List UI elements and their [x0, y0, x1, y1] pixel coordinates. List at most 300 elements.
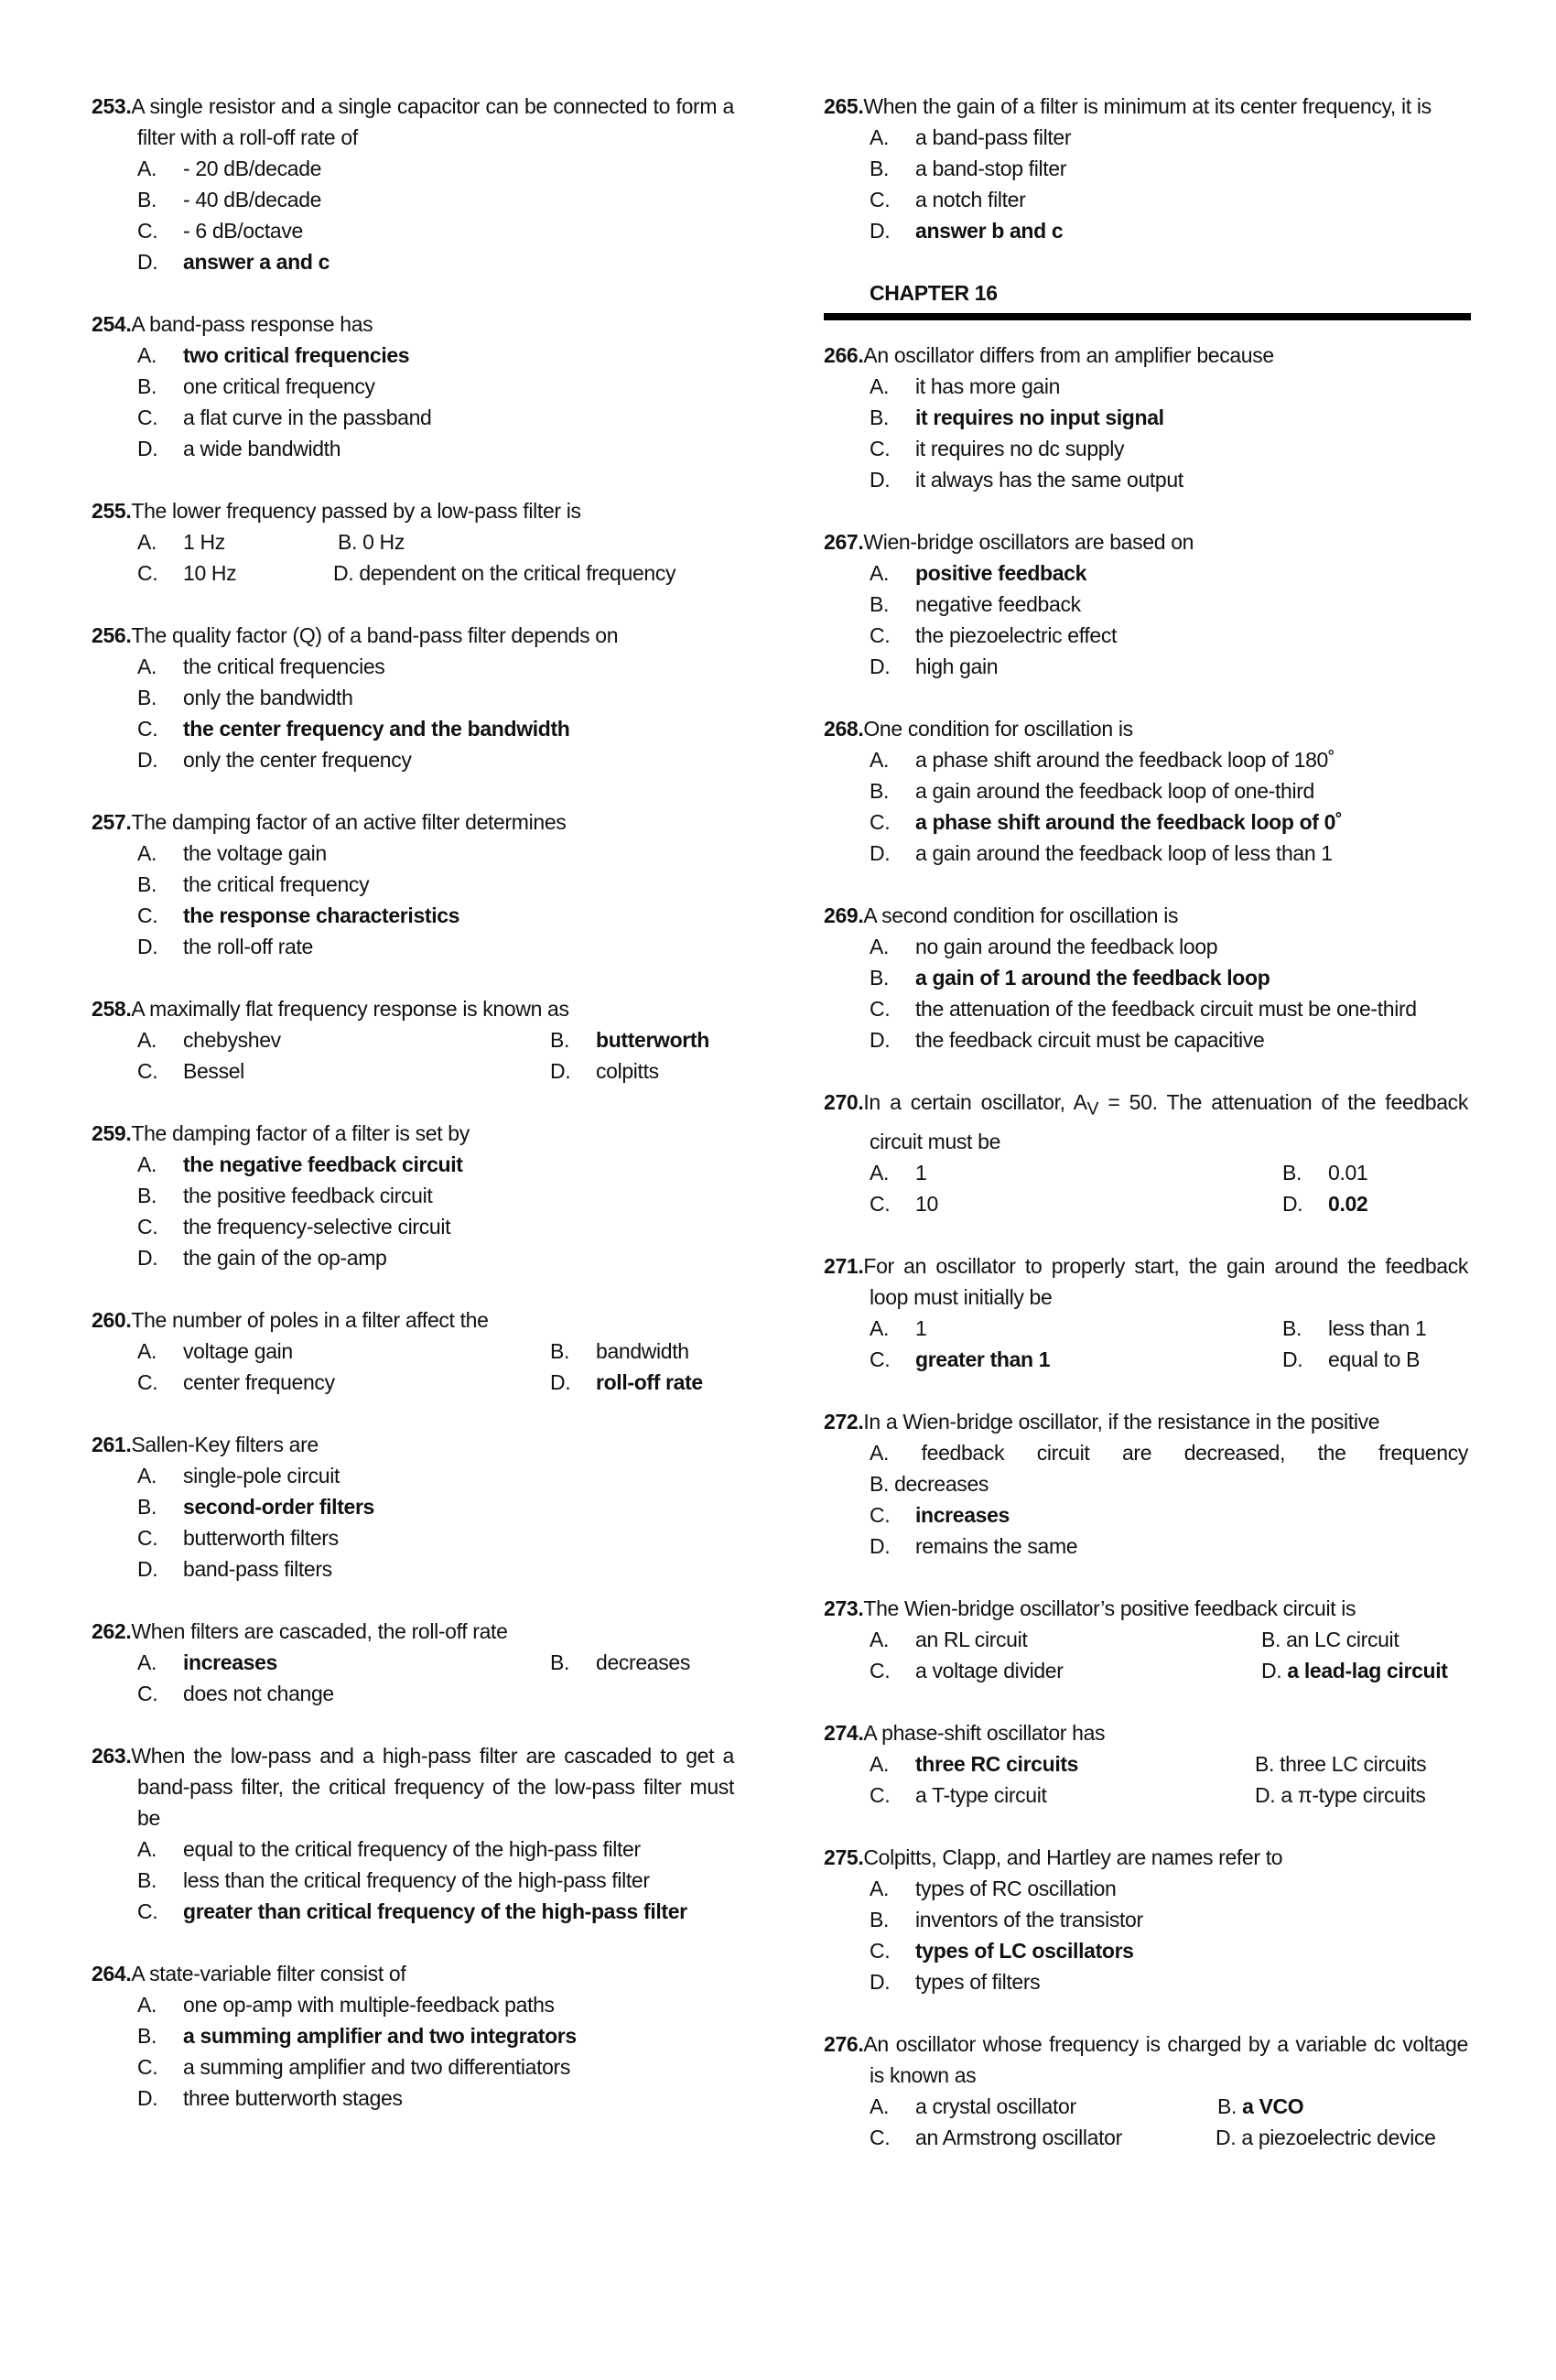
- option: [92, 1553, 734, 1585]
- option: [92, 402, 734, 433]
- question-stem: [824, 1593, 1468, 1624]
- option-text: an RL circuit: [915, 1627, 1028, 1651]
- option-letter: B.: [137, 1868, 157, 1892]
- question-stem: [92, 993, 734, 1024]
- option-text: center frequency: [183, 1370, 335, 1394]
- option: [824, 122, 1468, 153]
- option-text: the negative feedback circuit: [183, 1152, 463, 1176]
- option-letter: B.: [137, 2024, 157, 2048]
- option-letter: C.: [870, 188, 891, 211]
- question-number: 269.: [824, 903, 864, 927]
- option-text: a gain around the feedback loop of one-third: [915, 779, 1314, 803]
- option-letter: A.: [137, 1339, 157, 1363]
- option-text: a flat curve in the passband: [183, 406, 432, 429]
- option-letter: B.: [1282, 1315, 1302, 1340]
- option-text: no gain around the feedback loop: [915, 935, 1218, 958]
- option-letter: B. a VCO: [1217, 2093, 1304, 2118]
- option: [92, 1896, 734, 1927]
- option-text: a gain of 1 around the feedback loop: [915, 966, 1270, 990]
- option-text: 0.01: [1328, 1160, 1368, 1185]
- option-text: the response characteristics: [183, 903, 460, 927]
- option-letter: A.: [870, 1876, 890, 1900]
- option-text: the frequency-selective circuit: [183, 1215, 451, 1239]
- question-number: 262.: [92, 1619, 132, 1643]
- option-letter: A.: [137, 1028, 157, 1052]
- question-stem: [92, 1616, 734, 1647]
- option-letter: A.: [870, 125, 890, 149]
- option: [92, 340, 734, 371]
- option-row: [824, 1655, 1468, 1686]
- option-letter: D. a π-type circuits: [1255, 1782, 1426, 1807]
- option-text: types of filters: [915, 1969, 1041, 1994]
- question-number: 268.: [824, 717, 864, 741]
- option-letter: A.: [137, 1650, 157, 1674]
- option-text: answer b and c: [915, 219, 1064, 243]
- question-stem: [824, 1842, 1468, 1873]
- option-letter: A.: [870, 1751, 890, 1776]
- option: [92, 713, 734, 744]
- question-number: 256.: [92, 623, 132, 647]
- option-letter: A.: [870, 1315, 890, 1340]
- option-text: feedback circuit are decreased, the frequency: [921, 1440, 1468, 1465]
- option: [92, 215, 734, 246]
- stem-text: In a Wien-bridge oscillator, if the resistance in the positive: [863, 1409, 1380, 1433]
- option: [92, 931, 734, 962]
- option-row: [92, 557, 734, 589]
- option: [92, 1180, 734, 1211]
- question: [92, 1118, 734, 1273]
- option-text: a π-type circuits: [1280, 1782, 1426, 1807]
- option-letter: C.: [870, 997, 891, 1021]
- option-text: chebyshev: [183, 1028, 281, 1052]
- option-text: a voltage divider: [915, 1658, 1064, 1682]
- option-text: butterworth filters: [183, 1526, 339, 1550]
- option-text: a band-pass filter: [915, 125, 1072, 149]
- question: [92, 1304, 734, 1398]
- subscript: V: [1086, 1099, 1099, 1120]
- option: [824, 464, 1468, 495]
- chapter-heading: [824, 277, 1468, 340]
- option: [92, 1834, 734, 1865]
- option: [824, 1531, 1468, 1562]
- option-row: [92, 1336, 734, 1367]
- option-letter: A.: [870, 561, 890, 585]
- stem-text: The number of poles in a filter affect the: [131, 1308, 489, 1332]
- option-letter: B.: [870, 406, 890, 429]
- option-text: roll-off rate: [596, 1370, 703, 1394]
- option-text: the voltage gain: [183, 841, 327, 865]
- option-letter: C.: [870, 1502, 891, 1527]
- option: [824, 838, 1468, 869]
- option: [824, 1024, 1468, 1055]
- stem-text: A maximally flat frequency response is known as: [131, 997, 569, 1021]
- option-text: three RC circuits: [915, 1751, 1079, 1776]
- option-text: greater than critical frequency of the high-pass filter: [183, 1899, 687, 1923]
- option: [92, 1491, 734, 1522]
- option-letter: D.: [550, 1059, 571, 1083]
- stem-text: Sallen-Key filters are: [131, 1433, 319, 1456]
- option: [92, 1460, 734, 1491]
- question-stem: [92, 1958, 734, 1989]
- option: [824, 931, 1468, 962]
- option-row: [92, 1678, 734, 1709]
- left-column: [92, 91, 734, 2145]
- option-text: band-pass filters: [183, 1557, 332, 1581]
- option: [824, 1904, 1468, 1935]
- stem-text: A second condition for oscillation is: [863, 903, 1179, 927]
- option-letter: A.: [137, 1837, 157, 1861]
- question-stem: [92, 1429, 734, 1460]
- option-letter: C.: [137, 1899, 158, 1923]
- option-letter: C.: [870, 1658, 891, 1682]
- stem-text: A phase-shift oscillator has: [863, 1720, 1106, 1745]
- option: [824, 620, 1468, 651]
- option-letter: C.: [137, 1059, 158, 1083]
- option-text: a phase shift around the feedback loop of 0˚: [915, 810, 1343, 834]
- option: [824, 962, 1468, 993]
- option: [824, 1935, 1468, 1966]
- option: [824, 806, 1468, 838]
- question-stem: [824, 2028, 1468, 2091]
- option-letter: B.: [870, 966, 890, 990]
- question-stem: [824, 1406, 1468, 1437]
- question-number: 266.: [824, 343, 864, 367]
- option-text: - 6 dB/octave: [183, 219, 303, 243]
- option-text: second-order filters: [183, 1495, 374, 1519]
- question: [92, 495, 734, 589]
- option-text: the gain of the op-amp: [183, 1246, 387, 1270]
- option-text: bandwidth: [596, 1339, 689, 1363]
- option-text: a crystal oscillator: [915, 2093, 1076, 2118]
- option-letter: C.: [137, 2055, 158, 2079]
- option: [92, 1522, 734, 1553]
- option: [824, 775, 1468, 806]
- option: [824, 744, 1468, 775]
- option-text: a wide bandwidth: [183, 437, 341, 460]
- option-letter: C.: [137, 1215, 158, 1239]
- option: [92, 744, 734, 775]
- option-letter: C.: [137, 406, 158, 429]
- stem-text: An oscillator whose frequency is charged by a variable dc voltage is known as: [863, 2031, 1468, 2087]
- option-letter: B.: [870, 779, 890, 803]
- question-number: 273.: [824, 1596, 864, 1620]
- option-text: butterworth: [596, 1028, 709, 1052]
- question-stem: [824, 1717, 1468, 1748]
- option-row: [92, 1647, 734, 1678]
- option: [824, 589, 1468, 620]
- option-letter: A.: [870, 1160, 890, 1185]
- question-number: 257.: [92, 810, 132, 834]
- option-letter: C.: [870, 1938, 891, 1963]
- option-text: two critical frequencies: [183, 343, 410, 367]
- question: [92, 806, 734, 962]
- option-text: three butterworth stages: [183, 2086, 403, 2110]
- option: [92, 153, 734, 184]
- question-stem: [824, 1250, 1468, 1313]
- stem-text: The damping factor of an active filter determines: [131, 810, 567, 834]
- question: [824, 1842, 1468, 1997]
- option-letter: B.: [870, 592, 890, 616]
- option-text: a T-type circuit: [915, 1782, 1047, 1807]
- option: [824, 153, 1468, 184]
- option-text: a lead-lag circuit: [1287, 1658, 1448, 1682]
- option-text: the feedback circuit must be capacitive: [915, 1028, 1265, 1052]
- option-letter: D.: [137, 1246, 158, 1270]
- option-letter: D.: [550, 1370, 571, 1394]
- option-letter: A.: [870, 1627, 890, 1651]
- option-letter: A.: [870, 374, 890, 398]
- option-letter: B. three LC circuits: [1255, 1751, 1427, 1776]
- option-text: 0 Hz: [362, 530, 405, 554]
- option-letter: D.: [137, 1557, 158, 1581]
- option-letter: A.: [870, 748, 890, 772]
- option-letter: B. an LC circuit: [1261, 1627, 1399, 1651]
- question: [824, 1406, 1468, 1562]
- option-text: decreases: [894, 1471, 989, 1496]
- stem-text: When filters are cascaded, the roll-off rate: [131, 1619, 508, 1643]
- option-text: a VCO: [1242, 2093, 1304, 2118]
- option-letter: A.: [870, 2093, 890, 2118]
- question-stem: [824, 1087, 1468, 1157]
- option-text: answer a and c: [183, 250, 330, 274]
- option-text: dependent on the critical frequency: [359, 561, 676, 585]
- question: [824, 2028, 1468, 2153]
- option-text: - 40 dB/decade: [183, 188, 322, 211]
- option: [92, 1242, 734, 1273]
- question-stem: [92, 620, 734, 651]
- question-number: 274.: [824, 1720, 864, 1745]
- option-text: increases: [915, 1502, 1010, 1527]
- option-text: a band-stop filter: [915, 157, 1067, 180]
- option: [92, 1211, 734, 1242]
- option-text: it has more gain: [915, 374, 1061, 398]
- option: [92, 2020, 734, 2051]
- question: [92, 1429, 734, 1585]
- option-letter: C.: [870, 1191, 891, 1216]
- option-row: [92, 526, 734, 557]
- stem-text: A single resistor and a single capacitor can be connected to form a filter with a roll-off rate of: [131, 94, 734, 149]
- option-text: types of LC oscillators: [915, 1938, 1134, 1963]
- option-text: Bessel: [183, 1059, 244, 1083]
- option-text: decreases: [596, 1650, 690, 1674]
- option-text: increases: [183, 1650, 277, 1674]
- option-letter: C.: [137, 1682, 158, 1705]
- stem-text: The quality factor (Q) of a band-pass filter depends on: [131, 623, 619, 647]
- option-letter: C.: [137, 903, 158, 927]
- stem-text: The damping factor of a filter is set by: [131, 1121, 470, 1145]
- option-text: inventors of the transistor: [915, 1907, 1143, 1931]
- question-number: 261.: [92, 1433, 132, 1456]
- option-row: [824, 1188, 1468, 1219]
- option-letter: A.: [137, 157, 157, 180]
- option-text: does not change: [183, 1682, 334, 1705]
- option-letter: D.: [137, 250, 158, 274]
- option-row: [92, 1024, 734, 1055]
- question: [92, 1616, 734, 1709]
- stem-text: In a certain oscillator, A: [863, 1090, 1087, 1114]
- option: [824, 1966, 1468, 1997]
- option-text: only the center frequency: [183, 748, 412, 772]
- option-letter: A.: [137, 530, 157, 554]
- question-stem: [824, 91, 1468, 122]
- option-letter: C.: [870, 2125, 891, 2149]
- option-letter: B.: [550, 1339, 570, 1363]
- option-letter: B.: [870, 1471, 890, 1496]
- option-letter: D.: [870, 1533, 891, 1558]
- option-row: [824, 2091, 1468, 2122]
- option: [824, 557, 1468, 589]
- question-number: 270.: [824, 1090, 864, 1114]
- option-letter: B.: [137, 1184, 157, 1207]
- option-text: one op-amp with multiple-feedback paths: [183, 1993, 555, 2017]
- option-text: equal to the critical frequency of the high-pass filter: [183, 1837, 641, 1861]
- option-text: it requires no dc supply: [915, 437, 1125, 460]
- option-letter: A.: [137, 654, 157, 678]
- option-text: equal to B: [1328, 1347, 1421, 1371]
- option-letter: D.: [137, 935, 158, 958]
- stem-text: The lower frequency passed by a low-pass filter is: [131, 499, 581, 523]
- option-letter: B.: [870, 1907, 890, 1931]
- option-letter: B.: [1282, 1160, 1302, 1185]
- option-row: [824, 2122, 1468, 2153]
- option: [824, 993, 1468, 1024]
- option: [92, 2082, 734, 2114]
- question-stem: [824, 340, 1468, 371]
- option-text: it requires no input signal: [915, 406, 1164, 429]
- option-text: 0.02: [1328, 1191, 1368, 1216]
- option-row: [92, 1367, 734, 1398]
- option: [92, 651, 734, 682]
- stem-text: A band-pass response has: [131, 312, 373, 336]
- question-number: 260.: [92, 1308, 132, 1332]
- stem-text: When the low-pass and a high-pass filter are cascaded to get a band-pass filter, the critical frequency of the low-pass filter must be: [131, 1744, 734, 1830]
- option-letter: D. a lead-lag circuit: [1261, 1658, 1448, 1682]
- option-text: 1: [915, 1315, 927, 1340]
- option-letter: D.: [870, 219, 891, 243]
- option-text: a phase shift around the feedback loop of 180˚: [915, 748, 1335, 772]
- option-text: only the bandwidth: [183, 686, 353, 709]
- option: [824, 433, 1468, 464]
- option-text: - 20 dB/decade: [183, 157, 322, 180]
- right-column: [824, 91, 1468, 2184]
- question-number: 253.: [92, 94, 132, 118]
- option-text: the critical frequencies: [183, 654, 385, 678]
- option-letter: B.: [137, 188, 157, 211]
- question-stem: [92, 1118, 734, 1149]
- option-text: 10: [915, 1191, 938, 1216]
- option-row: [92, 1055, 734, 1087]
- option-row: [824, 1157, 1468, 1188]
- option: [92, 869, 734, 900]
- question: [824, 713, 1468, 869]
- option-text: the attenuation of the feedback circuit must be one-third: [915, 997, 1417, 1021]
- option-letter: C.: [137, 717, 158, 741]
- option-letter: D.: [1282, 1347, 1303, 1371]
- stem-text: = 50. The attenuation of the feedback circuit must be: [870, 1090, 1468, 1153]
- option: [824, 651, 1468, 682]
- option-row: [824, 1780, 1468, 1811]
- question: [824, 1087, 1468, 1219]
- option: [824, 402, 1468, 433]
- option-letter: C.: [870, 1347, 891, 1371]
- option: [92, 1865, 734, 1896]
- option-letter: C.: [870, 437, 891, 460]
- option-text: a gain around the feedback loop of less than 1: [915, 841, 1333, 865]
- option-b: [824, 1468, 1468, 1499]
- option: [824, 184, 1468, 215]
- option-letter: B.: [137, 374, 157, 398]
- question-stem: [824, 526, 1468, 557]
- question: [824, 1593, 1468, 1686]
- question-number: 264.: [92, 1962, 132, 1985]
- question-stem: [92, 308, 734, 340]
- option-text: single-pole circuit: [183, 1464, 340, 1488]
- question: [824, 526, 1468, 682]
- option-letter: B.: [550, 1650, 570, 1674]
- option-text: less than the critical frequency of the high-pass filter: [183, 1868, 650, 1892]
- option-text: remains the same: [915, 1533, 1078, 1558]
- stem-text: For an oscillator to properly start, the gain around the feedback loop must initially be: [863, 1253, 1468, 1309]
- question-stem: [92, 806, 734, 838]
- option-letter: B.: [550, 1028, 570, 1052]
- option-letter: D.: [870, 841, 891, 865]
- option-letter: A.: [137, 1464, 157, 1488]
- option: [92, 838, 734, 869]
- option-letter: C.: [137, 1526, 158, 1550]
- option-letter: C.: [870, 623, 891, 647]
- option-text: colpitts: [596, 1059, 659, 1083]
- option-text: a summing amplifier and two integrators: [183, 2024, 577, 2048]
- option-letter: C.: [137, 219, 158, 243]
- option: [92, 246, 734, 277]
- option-text: the piezoelectric effect: [915, 623, 1118, 647]
- stem-text: Colpitts, Clapp, and Hartley are names refer to: [863, 1844, 1283, 1869]
- option-text: voltage gain: [183, 1339, 293, 1363]
- option-letter: A.: [137, 343, 157, 367]
- option-letter: D.: [1282, 1191, 1303, 1216]
- option-letter: A.: [870, 1440, 890, 1465]
- stem-text: A state-variable filter consist of: [131, 1962, 406, 1985]
- question: [824, 1717, 1468, 1811]
- option: [92, 1989, 734, 2020]
- question-number: 254.: [92, 312, 132, 336]
- option-text: the roll-off rate: [183, 935, 313, 958]
- question: [92, 993, 734, 1087]
- option-row: [824, 1748, 1468, 1780]
- option-text: high gain: [915, 654, 999, 678]
- option-letter: A.: [137, 841, 157, 865]
- question-number: 255.: [92, 499, 132, 523]
- question: [824, 900, 1468, 1055]
- option-letter: D.: [137, 748, 158, 772]
- stem-text: One condition for oscillation is: [863, 717, 1133, 741]
- option-text: one critical frequency: [183, 374, 375, 398]
- question: [92, 1958, 734, 2114]
- stem-text: An oscillator differs from an amplifier because: [863, 343, 1274, 367]
- question-stem: [92, 495, 734, 526]
- option-text: the positive feedback circuit: [183, 1184, 433, 1207]
- option-letter: D.: [137, 437, 158, 460]
- option-letter: B.: [870, 157, 890, 180]
- option-text: types of RC oscillation: [915, 1876, 1117, 1900]
- option-text: the center frequency and the bandwidth: [183, 717, 570, 741]
- question: [92, 308, 734, 464]
- option-text: a notch filter: [915, 188, 1026, 211]
- question-number: 271.: [824, 1253, 864, 1278]
- option-text: three LC circuits: [1280, 1751, 1427, 1776]
- option-letter: A.: [137, 1993, 157, 2017]
- option: [92, 682, 734, 713]
